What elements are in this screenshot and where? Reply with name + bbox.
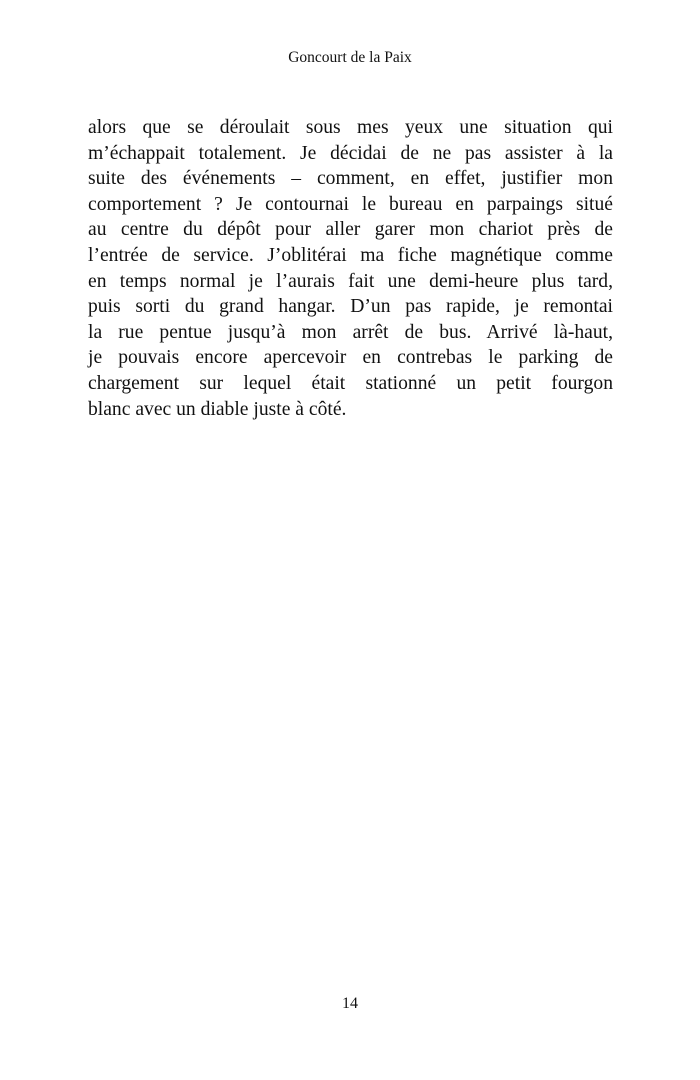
text-line: en temps normal je l’aurais fait une demi-heure plus tard, bbox=[88, 270, 613, 292]
text-line: au centre du dépôt pour aller garer mon chariot près de bbox=[88, 219, 613, 241]
text-line: la rue pentue jusqu’à mon arrêt de bus. Arrivé là-haut, bbox=[88, 321, 613, 343]
text-line: comportement ? Je contournai le bureau en parpaings situé bbox=[88, 193, 613, 215]
text-line: je pouvais encore apercevoir en contrebas le parking de bbox=[88, 347, 613, 369]
text-line: chargement sur lequel était stationné un petit fourgon bbox=[88, 372, 613, 394]
text-line: blanc avec un diable juste à côté. bbox=[88, 398, 347, 420]
text-line: alors que se déroulait sous mes yeux une situation qui bbox=[88, 117, 613, 138]
page-number: 14 bbox=[342, 995, 358, 1012]
text-line: puis sorti du grand hangar. D’un pas rapide, je remontai bbox=[88, 296, 613, 318]
text-line: suite des événements – comment, en effet, justifier mon bbox=[88, 168, 613, 190]
text-line: m’échappait totalement. Je décidai de ne pas assister à la bbox=[88, 142, 613, 164]
text-line: l’entrée de service. J’oblitérai ma fiche magnétique comme bbox=[88, 244, 613, 266]
running-header: Goncourt de la Paix bbox=[288, 49, 412, 66]
body-text bbox=[88, 115, 613, 422]
